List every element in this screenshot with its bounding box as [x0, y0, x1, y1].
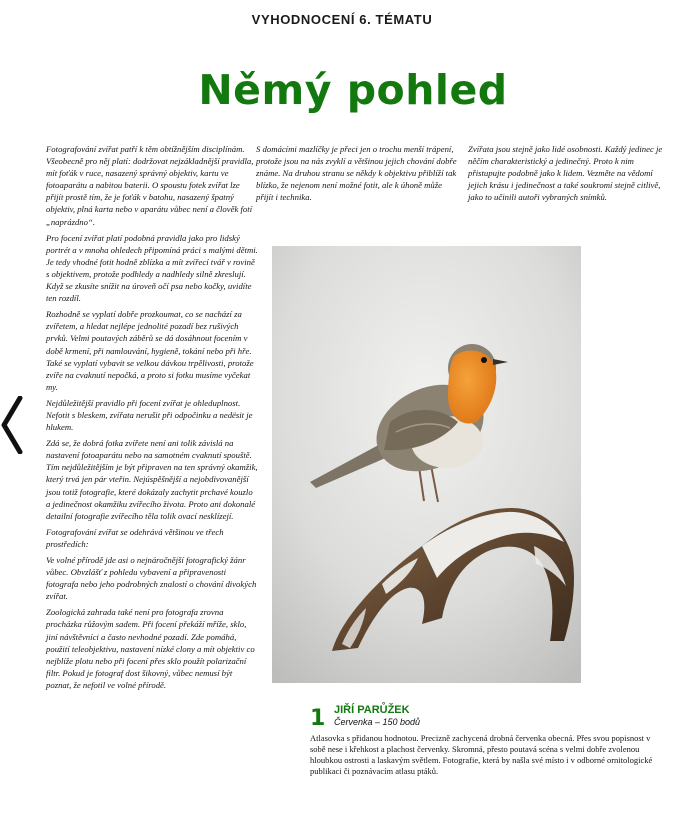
paragraph: Zoologická zahrada také není pro fotografa zrovna procházka růžovým sadem. Při focení překáží mříže, sklo, jiní návštěvníci a často nevhodné pozadí. Zde pomáhá, použití teleobjektivu, nastavení nízké clony a mít objektiv co nejblíže plotu nebo při focení přes sklo použít polarizační filtr. Pokud je fotograf dost šikovný, vůbec nemusí být poznat, že nefotil ve volné přírodě.: [46, 607, 255, 690]
paragraph: Zvířata jsou stejně jako lidé osobnosti. Každý jedinec je něčím charakteristický a jedinečný. Proto k nim přistupujte podobně jako k lidem. Vezměte na vědomí jejich krásu i jedinečnost a také soukromí stejně citlivě, jako to učinili autoři vybraných snímků.: [468, 144, 663, 203]
paragraph: Nejdůležitější pravidlo při focení zvířat je ohleduplnost. Nefotit s bleskem, zvířata nerušit při odpočinku a nedësit je hlukem.: [46, 397, 253, 433]
rank-number: 1: [310, 706, 326, 731]
paragraph: Zdá se, že dobrá fotka zvířete není ani tolik závislá na nastavení fotoaparátu nebo na samotném cvaknutí spouště. Tím nejdůležitějším je být připraven na ten správný okamžik, který trvá jen pár vteřin. Nejúspěšnější a nejobdivovanější jsou totiž fotografie, které dokázaly zachytit prchavé kouzlo a jedinečnost okamžiku zvířecího života. Proto ani dokonalé detailní fotografie zvířecího těla tolik ovací nesklízejí.: [46, 438, 258, 521]
author-name: JIŘÍ PARŮŽEK: [334, 704, 410, 716]
paragraph: Rozhodně se vyplatí dobře prozkoumat, co se nachází za zvířetem, a hledat nejlépe jednolité pozadí bez rušivých prvků. Velmi poutavých záběrů se dá dosáhnout focením v době krmení, při namlouvání, hygieně, tokání nebo při hře. Také se vyplatí vybavit se velkou dávkou trpělivosti, protože zvíře na cvaknutí nepočká, a proto si fotku musíme vyčekat my.: [46, 309, 254, 392]
photo-title: Červenka – 150 bodů: [334, 717, 421, 727]
paragraph: Pro focení zvířat platí podobná pravidla jako pro lidský portrét a v mnoha ohledech připomíná práci s malými dětmi. Je tedy vhodné fotit hodně zblízka a mít zvířecí tvář v rovině s objektivem, protože podhledy a nadhledy silně zkreslují. Když se zkusíte snížit na úroveň očí psa nebo kočky, uvidíte ten rozdíl.: [46, 232, 258, 304]
caption-text: Atlasovka s přidanou hodnotou. Precizně zachycená drobná červenka obecná. Přes svou popisnost v sobě nese i křehkost a plachost červenky. Skromná, přesto poutavá scéna s velmi dobře zvolenou hloubkou ostrosti a laskavým světlem. Fotografie, která by našla své místo i v odborné ornitologické publikaci či poznávacím atlasu ptáků.: [310, 733, 653, 776]
paragraph: Ve volné přírodě jde asi o nejnáročnější fotografický žánr vůbec. Obvzlášť z pohledu vybavení a připravenosti fotografa nebo jeho podrobných znalostí o chování divokých zvířat.: [46, 555, 257, 602]
text-column-2: [256, 143, 461, 207]
section-header: VYHODNOCENÍ 6. TÉMATU: [251, 12, 433, 27]
text-column-1: [46, 143, 258, 695]
article-title: Němý pohled: [198, 66, 508, 114]
robin-photo: [272, 246, 581, 683]
chevron-left-icon[interactable]: [0, 396, 26, 454]
paragraph: Fotografování zvířat patří k těm obtížnějším disciplínám. Všeobecně pro něj platí: dodržovat nejzákladnější pravidla, mít foťák v ruce, nasazený správný objektiv, kartu ve fotoaparátu a nabitou baterii. O spoustu fotek zvířat lze přijít prostě tím, že je foťák v batohu, nasazený špatný objektiv, plná karta nebo v aparátu vůbec není a člověk fotí „naprázdno“.: [46, 144, 254, 227]
text-column-3: [468, 143, 666, 207]
paragraph: Fotografování zvířat se odehrává většinou ve třech prostředích:: [46, 526, 224, 549]
paragraph: S domácími mazlíčky je přeci jen o trochu menší trápení, protože jsou na nás zvyklí a většinou jejich chování dobře známe. Na druhou stranu se někdy k objektivu přiblíží tak blízko, že nejenom není možné fotit, ale k úhoně může přijít i technika.: [256, 144, 457, 203]
